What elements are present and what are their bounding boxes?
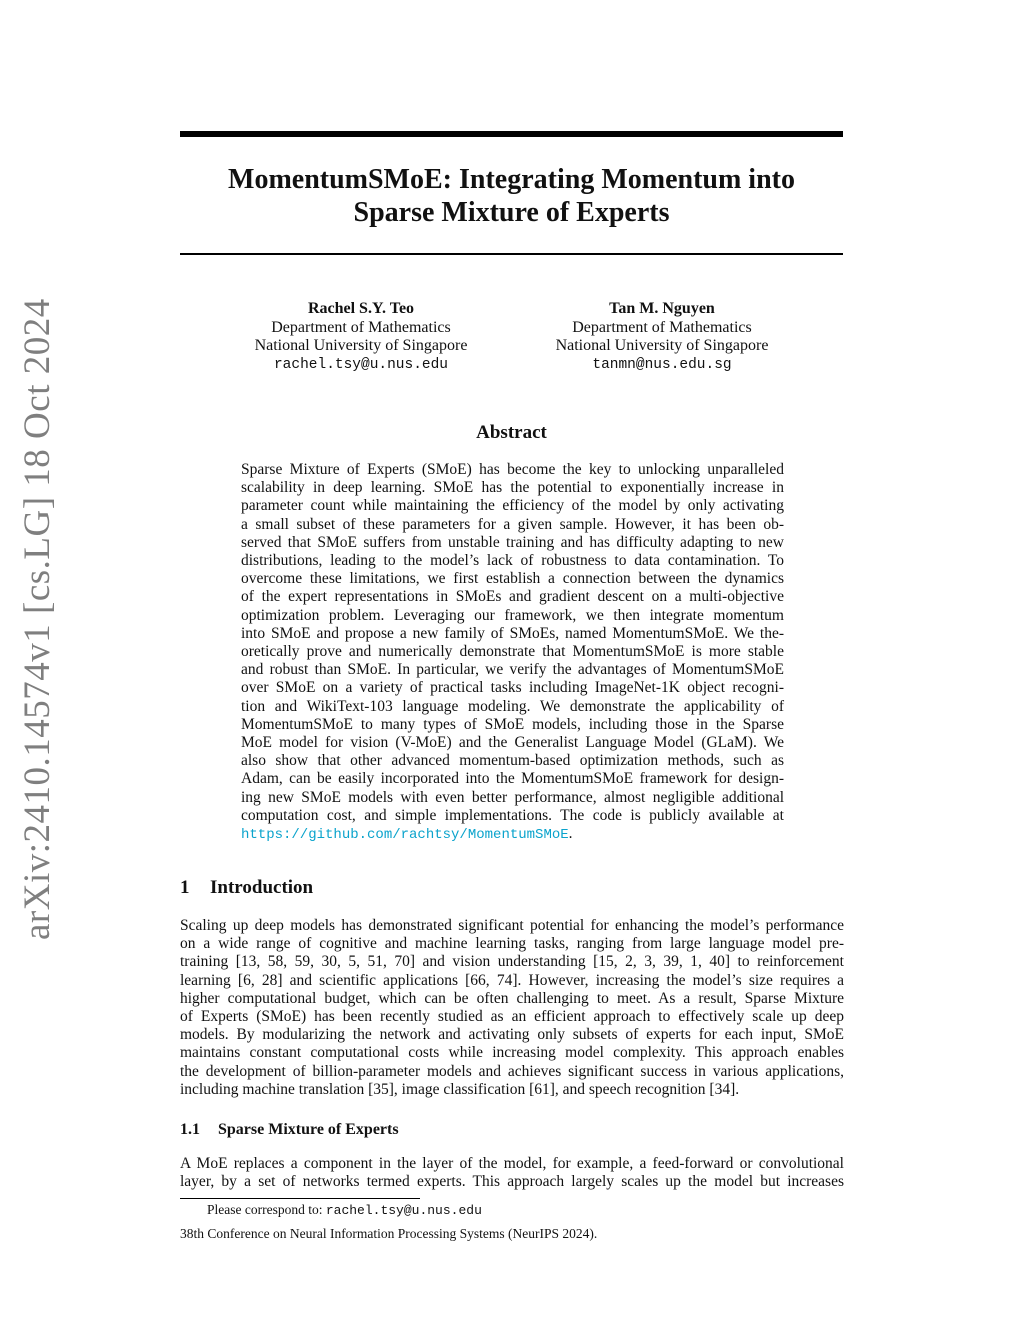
paragraph-line: Scaling up deep models has demonstrated significant potential for enhancing the model’s performance (180, 917, 844, 934)
paragraph-line: layer, by a set of networks termed experts. This approach largely scales up the model but increases (180, 1173, 844, 1191)
footnote-label: Please correspond to: (207, 1202, 323, 1217)
subsection-paragraph (180, 1155, 844, 1191)
author-institution: National University of Singapore (555, 337, 769, 354)
author-department: Department of Mathematics (271, 318, 451, 336)
paragraph-line: models. By modularizing the network and activating only subsets of experts for each input, SMoE (180, 1026, 844, 1044)
abstract-last-line (241, 825, 784, 844)
abstract-final-period: . (568, 825, 573, 843)
abstract-line: also show that other advanced momentum-based optimization methods, such as (241, 752, 784, 770)
paragraph-line: including machine translation [35], image classification [61], and speech recognition [34]. (180, 1080, 740, 1098)
abstract-line: scalability in deep learning. SMoE has the potential to exponentially increase in (241, 479, 784, 497)
footnote-rule (180, 1198, 420, 1199)
author-block-1 (211, 300, 511, 374)
title-top-rule (180, 131, 843, 137)
abstract-line: optimization problem. Leveraging our framework, we then integrate momentum (241, 606, 784, 624)
author-institution: National University of Singapore (254, 337, 468, 354)
conference-note: 38th Conference on Neural Information Processing Systems (NeurIPS 2024). (180, 1226, 598, 1241)
paragraph-line: learning [6, 28] and scientific applications [66, 74]. However, increasing the model’s size requires a (180, 971, 844, 989)
paragraph-line: the development of billion-parameter models and achieves significant success in various applications, (180, 1062, 844, 1080)
subsection-title: Sparse Mixture of Experts (218, 1121, 399, 1138)
author-name: Tan M. Nguyen (609, 300, 715, 317)
abstract-line: MoE model for vision (V-MoE) and the Generalist Language Model (GLaM). We (241, 734, 784, 752)
paragraph-line: on a wide range of cognitive and machine learning tasks, ranging from large language model pre- (180, 935, 844, 953)
author-department: Department of Mathematics (572, 318, 752, 336)
paragraph-line: higher computational budget, which can be often challenging to meet. As a result, Sparse Mixture (180, 989, 844, 1007)
abstract-line: served that SMoE suffers from unstable training and has difficulty adapting to new (241, 533, 784, 551)
section-title: Introduction (210, 877, 314, 898)
paper-title-line-2: Sparse Mixture of Experts (353, 197, 670, 228)
abstract-line: and robust than SMoE. In particular, we verify the advantages of MomentumSMoE (241, 661, 784, 679)
section-heading-introduction (180, 877, 313, 899)
abstract-heading: Abstract (476, 422, 547, 443)
author-block-2 (512, 300, 812, 374)
author-email[interactable]: tanmn@nus.edu.sg (592, 356, 732, 373)
abstract-line: distributions, leading to the model’s lack of robustness to data contamination. To (241, 552, 784, 570)
arxiv-identifier-stamp: arXiv:2410.14574v1 [cs.LG] 18 Oct 2024 (17, 298, 58, 940)
paragraph-line: training [13, 58, 59, 30, 5, 51, 70] and vision understanding [15, 2, 3, 39, 1, 40] to reinforcement (180, 953, 844, 971)
abstract-line: parameter count while maintaining the efficiency of the model by only activating (241, 497, 784, 515)
abstract-line: into SMoE and propose a new family of SMoEs, named MomentumSMoE. We the- (241, 624, 784, 642)
introduction-paragraph (180, 917, 844, 1099)
abstract-line: of the expert representations in SMoEs and gradient descent on a multi-objective (241, 588, 784, 606)
abstract-line: computation cost, and simple implementations. The code is publicly available at (241, 806, 784, 824)
footnote-email[interactable]: rachel.tsy@u.nus.edu (325, 1203, 482, 1218)
paper-title-line-1: MomentumSMoE: Integrating Momentum into (228, 164, 795, 195)
author-email[interactable]: rachel.tsy@u.nus.edu (273, 356, 449, 373)
abstract-line: over SMoE on a variety of practical tasks including ImageNet-1K object recogni- (241, 679, 784, 697)
code-repository-link[interactable]: https://github.com/rachtsy/MomentumSMoE (241, 827, 569, 844)
abstract-line: Sparse Mixture of Experts (SMoE) has become the key to unlocking unparalleled (241, 461, 784, 478)
abstract-line: MomentumSMoE to many types of SMoE models, including those in the Sparse (241, 715, 784, 733)
abstract-line: oretically prove and numerically demonstrate that MomentumSMoE is more stable (241, 643, 784, 661)
paper-title (180, 163, 843, 229)
abstract-line: tion and WikiText-103 language modeling. We demonstrate the applicability of (241, 697, 784, 715)
correspondence-footnote (207, 1202, 482, 1218)
abstract-line: Adam, can be easily incorporated into the MomentumSMoE framework for design- (241, 770, 784, 788)
section-number: 1 (180, 877, 190, 898)
abstract-line: a small subset of these parameters for a given sample. However, it has been ob- (241, 515, 784, 533)
abstract-body (241, 461, 784, 844)
paragraph-line: of Experts (SMoE) has been recently studied as an efficient approach to effectively scale up deep (180, 1008, 844, 1026)
paragraph-line: maintains constant computational costs while increasing model complexity. This approach enables (180, 1044, 844, 1062)
subsection-number: 1.1 (180, 1121, 200, 1138)
subsection-heading-sparse-moe (180, 1121, 399, 1139)
title-bottom-rule (180, 253, 843, 255)
author-name: Rachel S.Y. Teo (307, 300, 415, 317)
abstract-line: ing new SMoE models with even better performance, almost negligible additional (241, 788, 784, 806)
paragraph-line: A MoE replaces a component in the layer of the model, for example, a feed-forward or convolutional (180, 1155, 844, 1172)
abstract-line: overcome these limitations, we first establish a connection between the dynamics (241, 570, 784, 588)
